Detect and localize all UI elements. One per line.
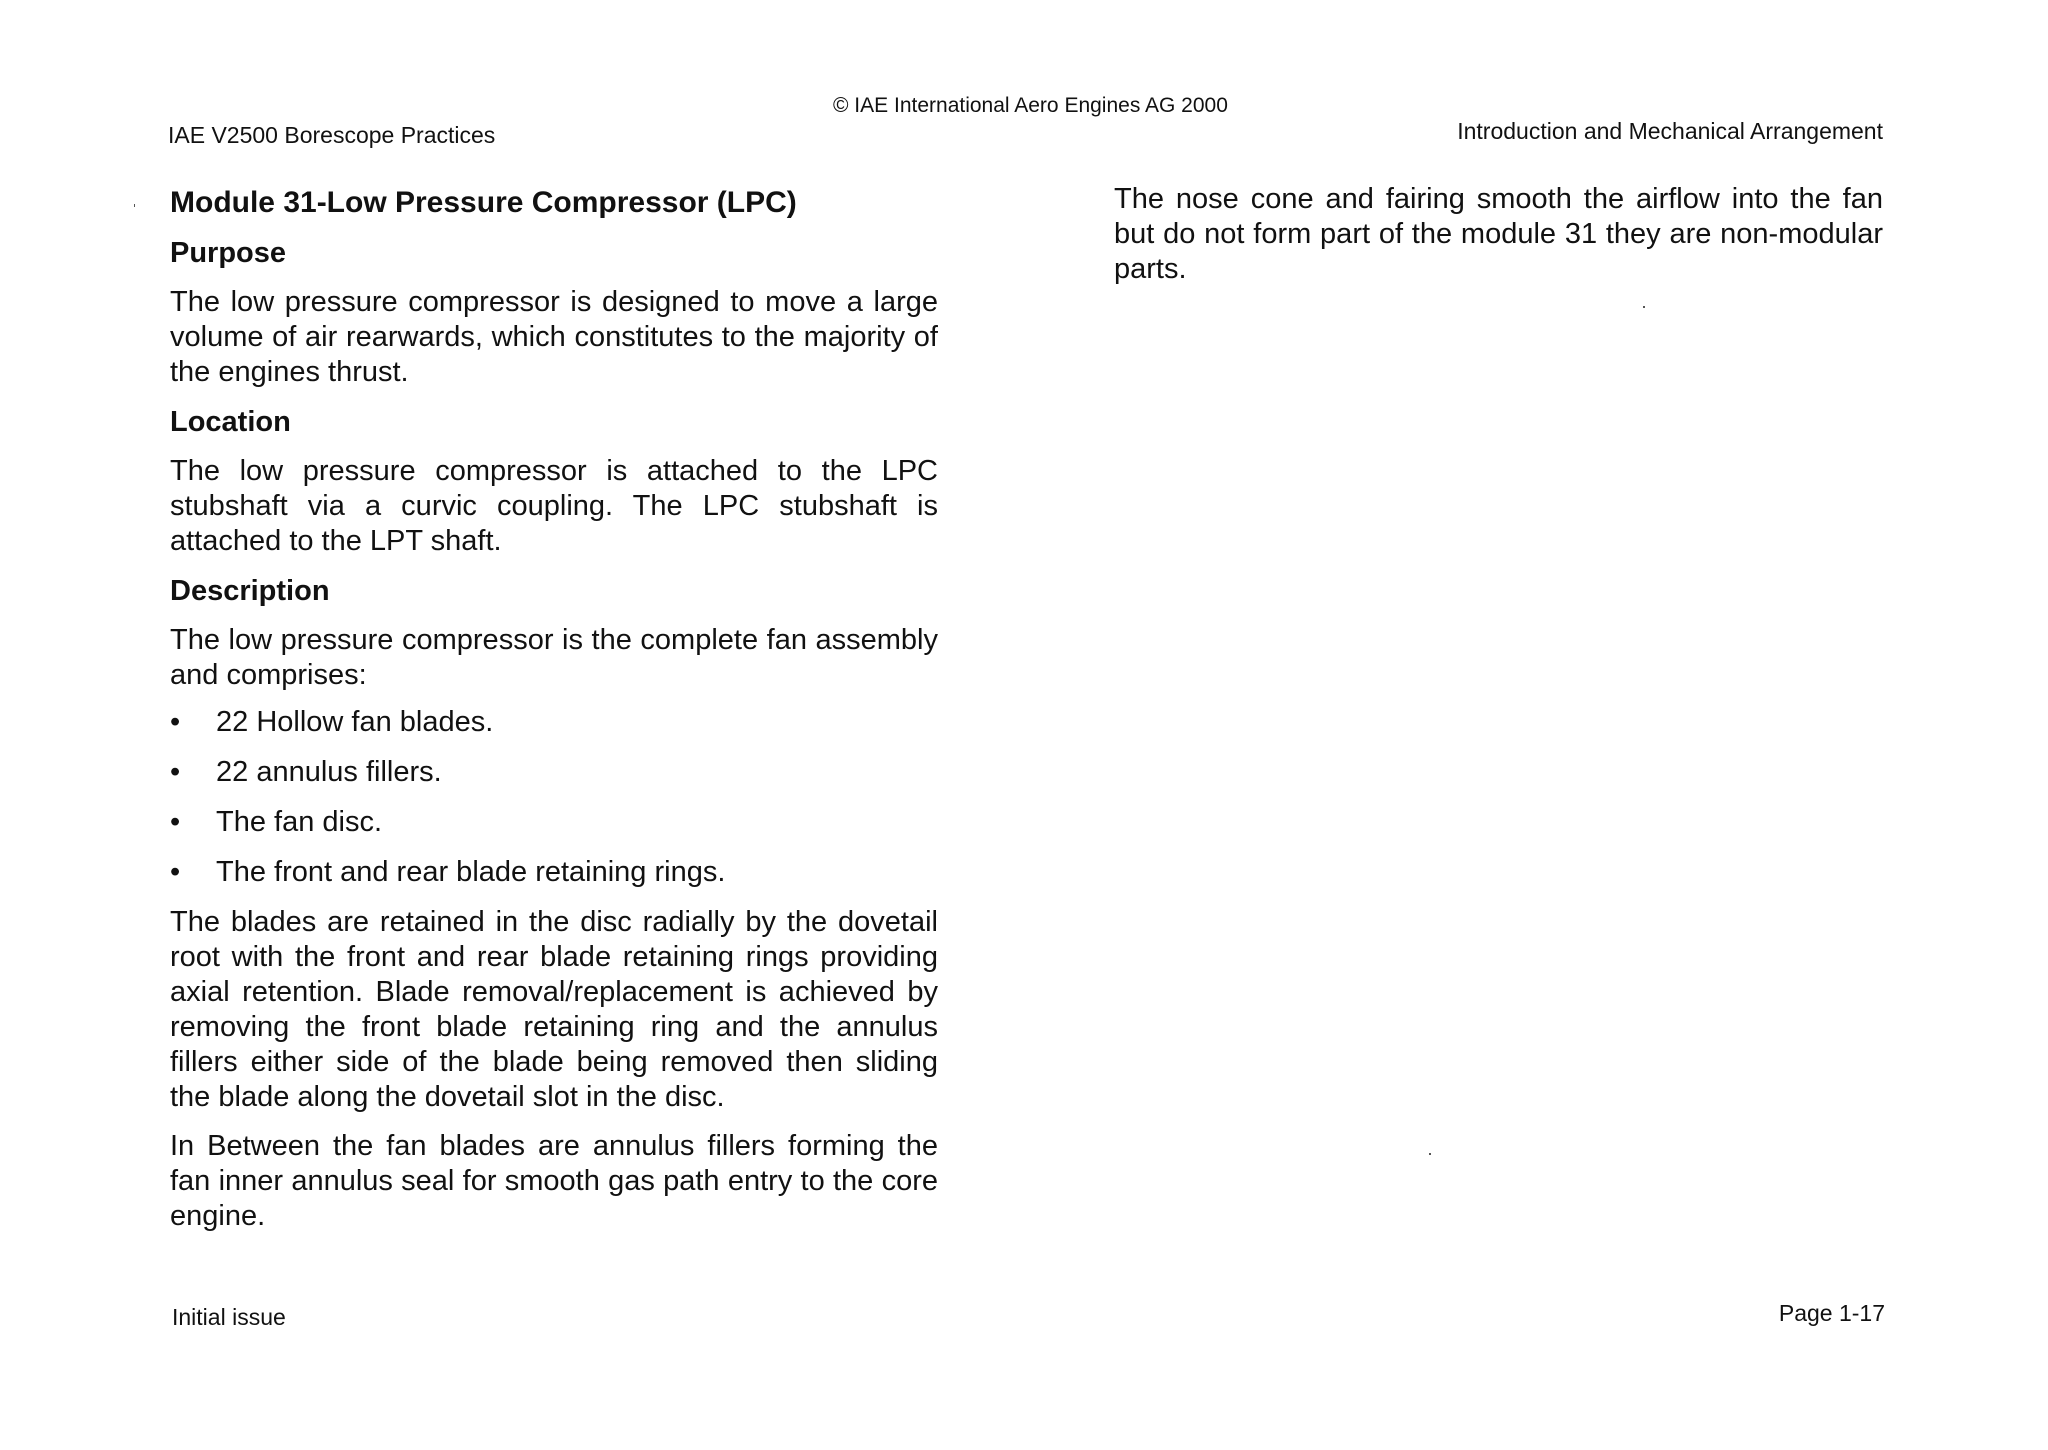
scan-speck — [134, 204, 135, 207]
purpose-heading: Purpose — [170, 237, 287, 269]
bullet-icon: • — [170, 806, 181, 838]
list-item — [170, 705, 938, 740]
description-heading: Description — [170, 575, 330, 607]
footer-page-number: Page 1-17 — [1778, 1300, 1885, 1326]
left-column — [170, 182, 938, 1234]
module-title: Module 31-Low Pressure Compressor (LPC) — [170, 186, 797, 219]
purpose-paragraph: The low pressure compressor is designed to move a large volume of air rearwards, which constitutes to the majority of the engines thrust. — [170, 286, 938, 388]
description-paragraph: The low pressure compressor is the complete fan assembly and comprises: — [170, 624, 938, 691]
annulus-paragraph: In Between the fan blades are annulus fillers forming the fan inner annulus seal for smooth gas path entry to the core engine. — [170, 1130, 938, 1232]
list-item — [170, 855, 938, 890]
bullet-icon: • — [170, 756, 181, 788]
list-item — [170, 755, 938, 790]
scan-speck — [1429, 1153, 1431, 1155]
location-heading: Location — [170, 406, 291, 438]
bullet-icon: • — [170, 856, 181, 888]
list-item-text: 22 Hollow fan blades. — [216, 706, 494, 738]
bullet-icon: • — [170, 706, 181, 738]
header-copyright: © IAE International Aero Engines AG 2000 — [833, 94, 1228, 117]
footer-issue: Initial issue — [172, 1304, 286, 1330]
retention-paragraph: The blades are retained in the disc radially by the dovetail root with the front and rear blade retaining rings providing axial retention. Blade removal/replacement is achieved by removing the front blade retaining ring and the annulus fillers either side of the blade being removed then sliding the blade along the dovetail slot in the disc. — [170, 906, 938, 1113]
list-item-text: 22 annulus fillers. — [216, 756, 442, 788]
components-list — [170, 705, 938, 890]
nose-cone-paragraph: The nose cone and fairing smooth the airflow into the fan but do not form part of the module 31 they are non-modular parts. — [1114, 183, 1883, 285]
list-item-text: The fan disc. — [216, 806, 383, 838]
list-item — [170, 805, 938, 840]
header-document-title: IAE V2500 Borescope Practices — [168, 122, 496, 148]
scan-speck — [1643, 306, 1645, 308]
right-column — [1114, 182, 1883, 287]
header-section-title: Introduction and Mechanical Arrangement — [1457, 118, 1883, 144]
list-item-text: The front and rear blade retaining rings. — [216, 856, 726, 888]
location-paragraph: The low pressure compressor is attached to the LPC stubshaft via a curvic coupling. The LPC stubshaft is attached to the LPT shaft. — [170, 455, 938, 557]
